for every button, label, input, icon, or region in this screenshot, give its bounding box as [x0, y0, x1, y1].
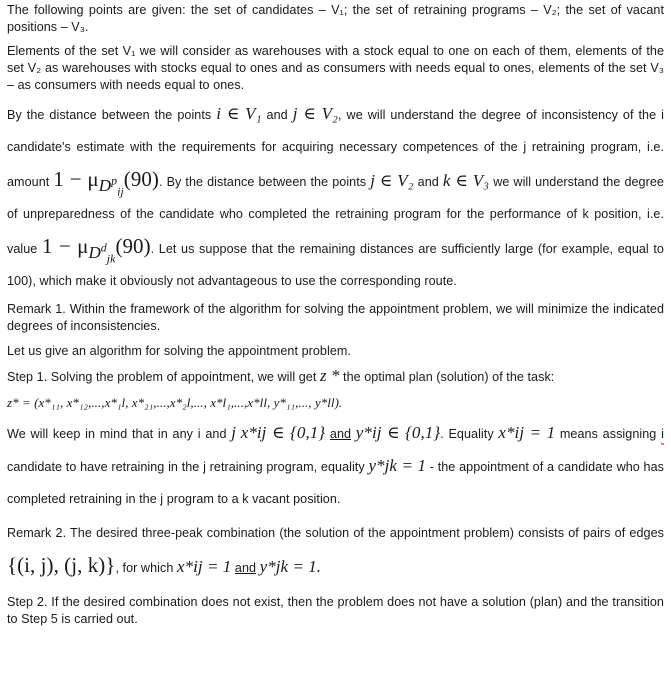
- text-and-third: and: [205, 427, 227, 441]
- text-retraining-equality: candidate to have retraining in the j retraining program, equality: [7, 460, 365, 474]
- formula-j-in-v2: j ∈ V₂: [292, 104, 339, 123]
- text-inconsistency: , we will understand the degree of inconsistency of the i candidate's estimate with the requirements for acquiring necessary competences of the j retraining program, i.e. amount: [7, 108, 665, 189]
- formula-x-ij-equals-1-second: x*ij = 1: [176, 557, 232, 576]
- text-keep-in-mind: We will keep in mind that in any: [7, 427, 194, 441]
- formula-y-jk-equals-1: y*jk = 1: [368, 456, 426, 475]
- text-i: i: [197, 427, 201, 441]
- text-step-1: Step 1. Solving the problem of appointment, we will get: [7, 370, 317, 384]
- formula-y-ij-binary: y*ij ∈ {0,1}: [355, 423, 441, 442]
- formula-edges: {(i, j), (j, k)}: [7, 553, 116, 577]
- text-and-second: and: [417, 175, 439, 189]
- text-assigning: assigning: [602, 427, 657, 441]
- formula-amount: $1 - \mu_{D^p_{ij}}(90)$: [53, 167, 159, 199]
- formula-z-star: z *: [319, 366, 340, 385]
- document-page: [0, 2, 671, 678]
- paragraph-algorithm-intro: Let us give an algorithm for solving the appointment problem.: [7, 344, 351, 358]
- text-remark-2: Remark 2. The desired three-peak combination (the solution of the appointment problem) consists of pairs of edges: [7, 526, 664, 540]
- formula-z-vector: z* = (x*₁₁, x*₁₂,...,x*₁l, x*₂₁,...,x*₂l,..., x*l₁,...,x*ll, y*₁₁,..., y*ll).: [7, 395, 343, 410]
- paragraph-sets: The following points are given: the set of candidates – V₁; the set of retraining programs – V₂; the set of vacant positions – V₃.: [7, 3, 664, 34]
- text-means: means: [559, 427, 598, 441]
- text-appointment: - the appointment of a candidate who has completed retraining in the j program to a k vacant position.: [7, 460, 665, 506]
- text-distance-second: . By the distance between the points: [158, 175, 367, 189]
- paragraph-step-2: Step 2. If the desired combination does not exist, then the problem does not have a solution (plan) and the transition to Step 5 is carried out.: [7, 595, 664, 626]
- text-equality: . Equality: [440, 427, 494, 441]
- formula-x-ij-binary: x*ij ∈ {0,1}: [240, 423, 326, 442]
- text-unpreparedness: we will understand the degree of unpreparedness of the candidate who completed the retraining program for the performance of k position, i.e. value: [7, 175, 664, 256]
- paragraph-keep-in-mind: [7, 417, 664, 515]
- formula-j: j: [231, 423, 237, 442]
- text-remaining-distances: . Let us suppose that the remaining distances are sufficiently large (for example, equal to 100), which make it obviously not advantageous to use the corresponding route.: [7, 242, 664, 288]
- paragraph-remark-2: [7, 517, 664, 584]
- formula-j-in-v2-second: j ∈ V₂: [370, 171, 414, 190]
- text-and-fifth: and: [234, 561, 257, 575]
- formula-y-jk-equals-1-second: y*jk = 1.: [259, 557, 322, 576]
- formula-k-in-v3: k ∈ V₃: [442, 171, 490, 190]
- text-and: and: [266, 108, 288, 122]
- paragraph-remark-1: Remark 1. Within the framework of the algorithm for solving the appointment problem, we will minimize the indicated degrees of inconsistencies.: [7, 302, 664, 333]
- text-distance-intro: By the distance between the points: [7, 108, 212, 122]
- formula-i-in-v1: i ∈ V₁: [216, 104, 262, 123]
- text-for-which: , for which: [115, 561, 174, 575]
- text-and-fourth: and: [329, 427, 352, 441]
- paragraph-distance: [7, 98, 664, 297]
- formula-value: $1 - \mu_{D^d_{jk}}(90)$: [41, 234, 151, 266]
- text-optimal-plan: the optimal plan (solution) of the task:: [343, 370, 555, 384]
- paragraph-step-1: [7, 367, 664, 386]
- paragraph-warehouses: Elements of the set V₁ we will consider as warehouses with a stock equal to one on each of them, elements of the set V₂ as warehouses with stocks equal to ones and as consumers with needs equal to ones, elements of the set V₃ – as consumers with needs equal to ones.: [7, 44, 664, 92]
- formula-x-ij-equals-1: x*ij = 1: [498, 423, 556, 442]
- text-i-candidate: i: [661, 427, 664, 441]
